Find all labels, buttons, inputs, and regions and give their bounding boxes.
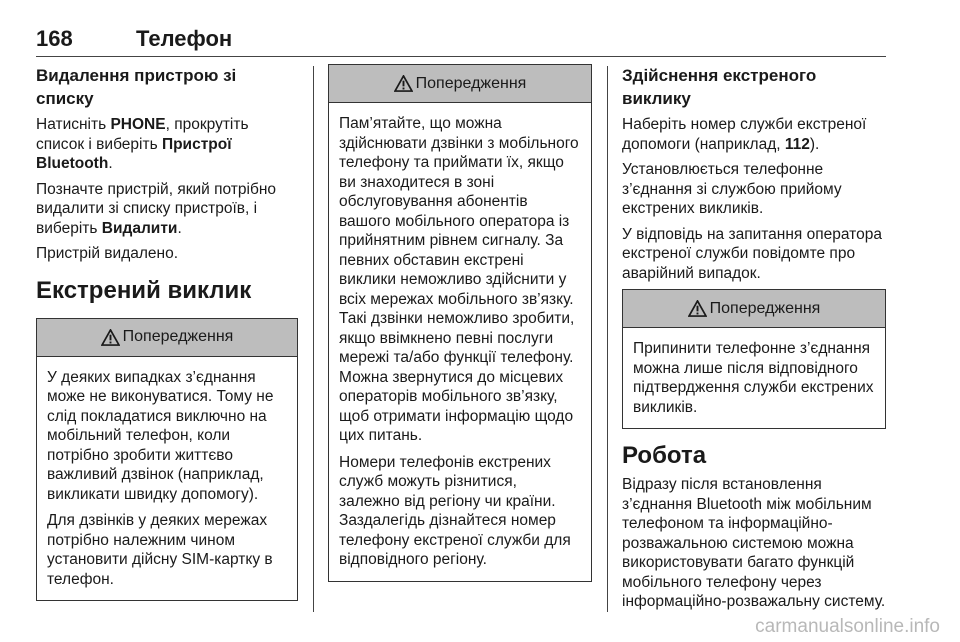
warning-triangle-icon: [101, 329, 120, 346]
paragraph: Пристрій видалено.: [36, 245, 179, 262]
paragraph: Натисніть PHONE, прокрутіть список і виберіть Пристрої Bluetooth.: [36, 116, 249, 172]
section-heading-delete-device: Видалення пристрою зі списку: [36, 66, 237, 108]
bluetooth-devices-label: Пристрої Bluetooth: [36, 135, 232, 172]
warning-title: Попередження: [709, 299, 821, 317]
emergency-number: 112: [784, 135, 810, 153]
paragraph: Пам’ятайте, що можна здійснювати дзвінки з мобільного телефону та приймати їх, якщо ви знаходитеся в зоні обслуговування абонентів вашого мобільного оператора із прийнятним рівнем сигналу. За певних обставин екстрені виклики неможливо здійснити у всіх мережах мобільного зв’язку. Такі дзвінки неможливо зробити, якщо ввімкнено певні послуги мережі та/або функції телефону. Можна звернутися до місцевих операторів мобільного зв’язку, щоб отримати інформацію щодо цих питань.: [339, 115, 579, 444]
warning-header: [623, 290, 885, 328]
warning-box: [36, 318, 298, 602]
paragraph: Номери телефонів екстрених служб можуть різнитися, залежно від регіону чи країни. Заздалегідь дізнайтеся номер телефону екстреної служби для відповідного регіону.: [339, 453, 571, 568]
header-divider: [36, 56, 886, 57]
section-heading-emergency-call: Екстрений виклик: [36, 276, 252, 304]
column-divider: [313, 66, 314, 612]
column-1: [36, 64, 298, 611]
paragraph: Припинити телефонне з’єднання можна лише після відповідного підтвердження служби екстрених викликів.: [633, 340, 874, 416]
column-divider: [607, 66, 608, 612]
paragraph: Позначте пристрій, який потрібно видалити зі списку пристроїв, і виберіть Видалити.: [36, 180, 277, 237]
section-heading-making-emergency-call: Здійснення екстреного виклику: [622, 66, 817, 108]
warning-triangle-icon: [688, 300, 707, 317]
watermark: carmanualsonline.info: [755, 616, 940, 637]
column-2: [328, 64, 592, 592]
page-number: 168: [36, 26, 73, 51]
paragraph: Для дзвінків у деяких мережах потрібно належним чином установити дійсну SIM-картку в телефон.: [47, 512, 273, 588]
delete-label: Видалити: [101, 219, 178, 237]
warning-box: [328, 64, 592, 582]
warning-title: Попередження: [122, 328, 234, 345]
warning-box: [622, 289, 886, 429]
page-title: Телефон: [136, 26, 233, 51]
warning-title: Попередження: [415, 74, 527, 92]
phone-button-label: PHONE: [110, 116, 166, 133]
warning-triangle-icon: [394, 75, 413, 92]
warning-header: [37, 319, 297, 357]
warning-header: [329, 65, 591, 103]
paragraph: У деяких випадках з’єднання може не виконуватися. Тому не слід покладатися виключно на мобільний телефон, коли потрібно зробити життєво важливий дзвінок (наприклад, викликати швидку допомогу).: [47, 368, 274, 503]
paragraph: Установлюється телефонне з’єднання зі службою прийому екстрених викликів.: [622, 161, 842, 217]
paragraph: Наберіть номер служби екстреної допомоги (наприклад, 112).: [622, 116, 867, 153]
warning-body: [623, 328, 885, 428]
paragraph: У відповідь на запитання оператора екстреної служби повідомте про аварійний випадок.: [622, 225, 882, 282]
warning-body: [37, 357, 297, 601]
paragraph: Відразу після встановлення з’єднання Bluetooth між мобільним телефоном та інформаційно-розважальною системою можна використовувати багато функцій мобільного телефону через інформаційно-розважальну систему.: [622, 476, 886, 610]
section-heading-operation: Робота: [622, 442, 707, 469]
warning-body: [329, 103, 591, 581]
page-header: [36, 26, 886, 54]
column-3: [622, 64, 886, 618]
